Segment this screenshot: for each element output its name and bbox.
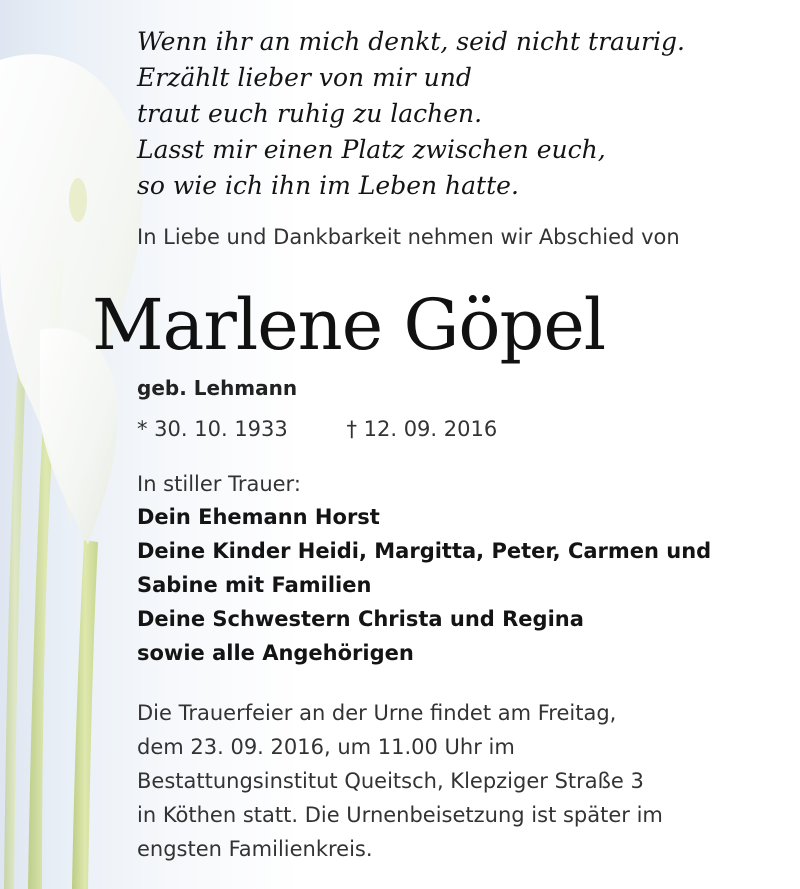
poem-line: Lasst mir einen Platz zwischen euch, — [137, 135, 606, 164]
mourning-label: In stiller Trauer: — [137, 472, 301, 496]
poem-line: Wenn ihr an mich denkt, seid nicht traurig. — [137, 27, 685, 56]
mourner-line: Deine Kinder Heidi, Margitta, Peter, Carmen und — [137, 539, 712, 563]
mourner-line: sowie alle Angehörigen — [137, 641, 414, 665]
service-line: dem 23. 09. 2016, um 11.00 Uhr im — [137, 735, 515, 759]
maiden-name: geb. Lehmann — [137, 376, 298, 400]
service-line: engsten Familienkreis. — [137, 837, 373, 861]
service-line: Bestattungsinstitut Queitsch, Klepziger Straße 3 — [137, 769, 644, 793]
service-line: Die Trauerfeier an der Urne findet am Freitag, — [137, 701, 617, 725]
mourners-list — [137, 500, 711, 670]
birth-date: * 30. 10. 1933 — [137, 417, 288, 441]
service-line: in Köthen statt. Die Urnenbeisetzung ist später im — [137, 803, 663, 827]
stem-right — [72, 540, 98, 889]
mourner-line: Dein Ehemann Horst — [137, 505, 380, 529]
poem-line: so wie ich ihn im Leben hatte. — [137, 171, 519, 200]
mourner-line: Deine Schwestern Christa und Regina — [137, 607, 584, 631]
deceased-name: Marlene Göpel — [92, 284, 606, 366]
poem-line: traut euch ruhig zu lachen. — [137, 99, 483, 128]
mourner-line: Sabine mit Familien — [137, 573, 372, 597]
service-info — [137, 696, 663, 866]
farewell-intro: In Liebe und Dankbarkeit nehmen wir Abschied von — [137, 225, 680, 249]
life-dates — [137, 414, 497, 444]
stem-back — [4, 360, 26, 889]
lily-spadix — [69, 178, 87, 222]
death-date: † 12. 09. 2016 — [346, 417, 498, 441]
poem — [137, 24, 777, 204]
poem-line: Erzählt lieber von mir und — [137, 63, 472, 92]
